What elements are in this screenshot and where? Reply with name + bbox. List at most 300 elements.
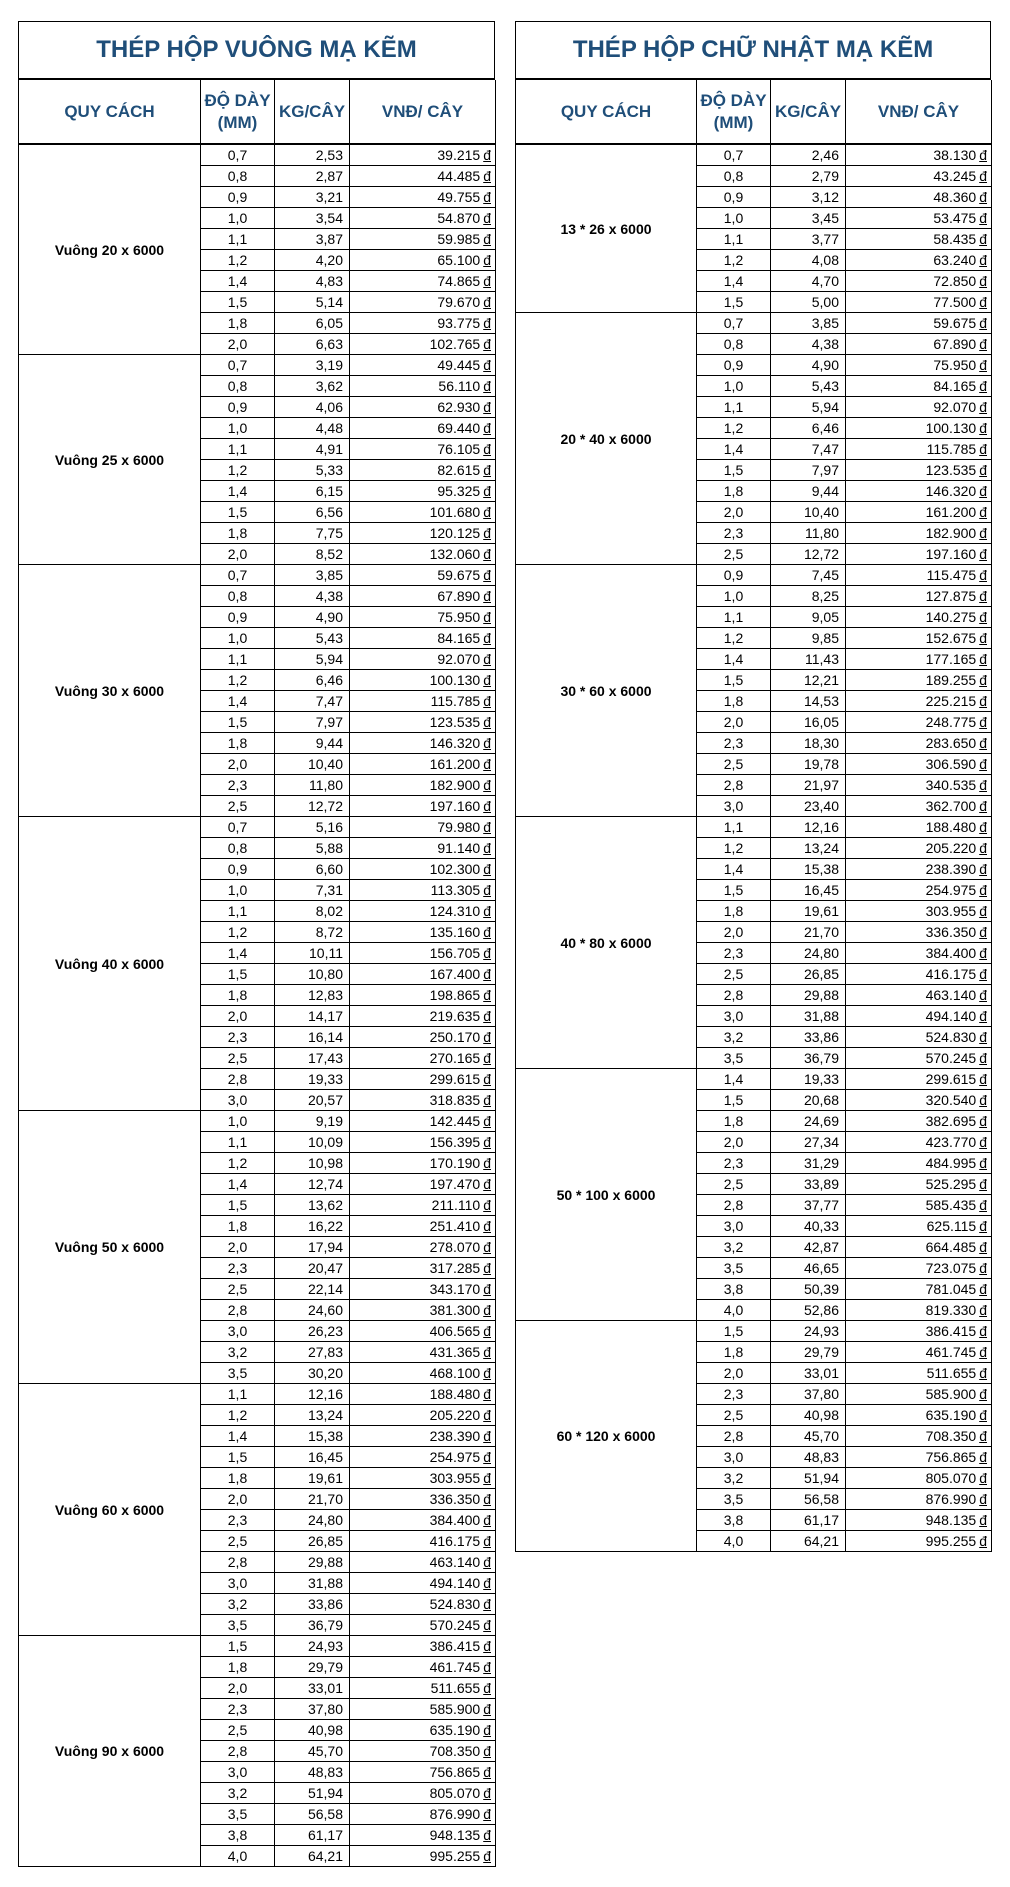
table-row — [516, 144, 992, 166]
currency-symbol: đ — [979, 210, 987, 226]
thickness-cell: 1,2 — [201, 670, 275, 691]
price-cell — [350, 144, 496, 166]
thickness-cell: 1,1 — [201, 901, 275, 922]
currency-symbol: đ — [483, 1764, 491, 1780]
price-value: 948.135 — [925, 1512, 977, 1528]
kg-cell: 6,56 — [275, 502, 350, 523]
thickness-cell: 1,5 — [201, 502, 275, 523]
kg-cell: 2,79 — [771, 166, 846, 187]
kg-cell: 4,91 — [275, 439, 350, 460]
price-cell — [846, 1279, 992, 1300]
price-value: 76.105 — [437, 441, 481, 457]
price-value: 225.215 — [925, 693, 977, 709]
price-cell — [350, 859, 496, 880]
currency-symbol: đ — [483, 609, 491, 625]
price-value: 494.140 — [429, 1575, 481, 1591]
price-value: 161.200 — [925, 504, 977, 520]
price-value: 461.745 — [429, 1659, 481, 1675]
price-value: 62.930 — [437, 399, 481, 415]
currency-symbol: đ — [979, 1491, 987, 1507]
price-value: 219.635 — [429, 1008, 481, 1024]
price-cell — [846, 586, 992, 607]
currency-symbol: đ — [979, 168, 987, 184]
price-value: 384.400 — [925, 945, 977, 961]
price-cell — [350, 1762, 496, 1783]
kg-cell: 7,97 — [771, 460, 846, 481]
price-value: 585.900 — [429, 1701, 481, 1717]
price-value: 156.705 — [429, 945, 481, 961]
kg-cell: 9,19 — [275, 1111, 350, 1132]
currency-symbol: đ — [979, 588, 987, 604]
currency-symbol: đ — [979, 1113, 987, 1129]
kg-cell: 26,85 — [771, 964, 846, 985]
kg-cell: 29,88 — [275, 1552, 350, 1573]
thickness-cell: 1,0 — [201, 208, 275, 229]
kg-cell: 46,65 — [771, 1258, 846, 1279]
table-row — [516, 1321, 992, 1342]
kg-cell: 64,21 — [275, 1846, 350, 1867]
price-value: 39.215 — [437, 147, 481, 163]
thickness-cell: 2,5 — [697, 544, 771, 565]
currency-symbol: đ — [483, 1470, 491, 1486]
kg-cell: 4,48 — [275, 418, 350, 439]
table-row — [19, 565, 496, 586]
price-cell — [846, 1468, 992, 1489]
currency-symbol: đ — [979, 882, 987, 898]
price-cell — [846, 292, 992, 313]
currency-symbol: đ — [483, 399, 491, 415]
price-cell — [350, 355, 496, 376]
price-value: 423.770 — [925, 1134, 977, 1150]
price-cell — [846, 733, 992, 754]
price-cell — [350, 334, 496, 355]
price-cell — [350, 229, 496, 250]
price-cell — [846, 502, 992, 523]
price-value: 251.410 — [429, 1218, 481, 1234]
currency-symbol: đ — [483, 378, 491, 394]
price-cell — [846, 397, 992, 418]
currency-symbol: đ — [483, 420, 491, 436]
price-value: 77.500 — [933, 294, 977, 310]
kg-cell: 13,24 — [275, 1405, 350, 1426]
currency-symbol: đ — [483, 1113, 491, 1129]
header-kg-per-bar: KG/CÂY — [275, 80, 350, 144]
rectangular-table-title: THÉP HỘP CHỮ NHẬT MẠ KẼM — [515, 21, 991, 80]
currency-symbol: đ — [979, 441, 987, 457]
thickness-cell: 1,4 — [697, 1069, 771, 1090]
kg-cell: 37,77 — [771, 1195, 846, 1216]
kg-cell: 18,30 — [771, 733, 846, 754]
price-value: 303.955 — [429, 1470, 481, 1486]
price-cell — [846, 208, 992, 229]
kg-cell: 20,57 — [275, 1090, 350, 1111]
thickness-cell: 3,0 — [697, 1216, 771, 1237]
price-cell — [846, 817, 992, 838]
kg-cell: 5,00 — [771, 292, 846, 313]
price-value: 38.130 — [933, 147, 977, 163]
thickness-cell: 2,3 — [201, 1699, 275, 1720]
price-value: 135.160 — [429, 924, 481, 940]
thickness-cell: 1,0 — [697, 208, 771, 229]
thickness-cell: 2,8 — [697, 1426, 771, 1447]
kg-cell: 21,70 — [771, 922, 846, 943]
kg-cell: 7,45 — [771, 565, 846, 586]
price-cell — [350, 1510, 496, 1531]
currency-symbol: đ — [979, 483, 987, 499]
price-cell — [846, 859, 992, 880]
kg-cell: 30,20 — [275, 1363, 350, 1384]
currency-symbol: đ — [483, 336, 491, 352]
thickness-cell: 1,1 — [201, 1132, 275, 1153]
thickness-cell: 2,3 — [201, 1510, 275, 1531]
thickness-cell: 2,5 — [697, 754, 771, 775]
thickness-cell: 1,0 — [697, 586, 771, 607]
currency-symbol: đ — [483, 1680, 491, 1696]
currency-symbol: đ — [483, 924, 491, 940]
thickness-cell: 1,0 — [201, 628, 275, 649]
currency-symbol: đ — [483, 903, 491, 919]
price-value: 156.395 — [429, 1134, 481, 1150]
price-cell — [350, 628, 496, 649]
price-value: 197.470 — [429, 1176, 481, 1192]
thickness-cell: 1,0 — [201, 418, 275, 439]
currency-symbol: đ — [483, 1302, 491, 1318]
price-value: 876.990 — [925, 1491, 977, 1507]
kg-cell: 4,06 — [275, 397, 350, 418]
thickness-cell: 1,4 — [201, 691, 275, 712]
price-cell — [350, 187, 496, 208]
currency-symbol: đ — [483, 672, 491, 688]
kg-cell: 3,85 — [771, 313, 846, 334]
thickness-cell: 2,3 — [201, 1027, 275, 1048]
price-cell — [350, 1594, 496, 1615]
price-value: 805.070 — [429, 1785, 481, 1801]
kg-cell: 19,78 — [771, 754, 846, 775]
price-cell — [350, 880, 496, 901]
thickness-cell: 2,3 — [697, 943, 771, 964]
price-cell — [846, 1321, 992, 1342]
price-value: 56.110 — [438, 378, 481, 394]
price-cell — [350, 691, 496, 712]
kg-cell: 10,09 — [275, 1132, 350, 1153]
kg-cell: 26,23 — [275, 1321, 350, 1342]
price-cell — [846, 439, 992, 460]
price-cell — [350, 481, 496, 502]
price-cell — [846, 607, 992, 628]
price-cell — [350, 418, 496, 439]
currency-symbol: đ — [483, 840, 491, 856]
thickness-cell: 4,0 — [697, 1531, 771, 1552]
thickness-cell: 1,8 — [201, 1657, 275, 1678]
price-value: 43.245 — [933, 168, 977, 184]
price-cell — [350, 754, 496, 775]
currency-symbol: đ — [979, 567, 987, 583]
currency-symbol: đ — [979, 1218, 987, 1234]
currency-symbol: đ — [979, 294, 987, 310]
price-cell — [350, 1783, 496, 1804]
thickness-cell: 1,8 — [201, 313, 275, 334]
table-row — [19, 144, 496, 166]
table-row — [516, 565, 992, 586]
kg-cell: 36,79 — [771, 1048, 846, 1069]
currency-symbol: đ — [979, 420, 987, 436]
kg-cell: 37,80 — [275, 1699, 350, 1720]
currency-symbol: đ — [483, 252, 491, 268]
price-value: 91.140 — [437, 840, 481, 856]
kg-cell: 19,61 — [275, 1468, 350, 1489]
kg-cell: 31,29 — [771, 1153, 846, 1174]
kg-cell: 12,72 — [771, 544, 846, 565]
header-thickness: ĐỘ DÀY (MM) — [697, 80, 771, 144]
kg-cell: 42,87 — [771, 1237, 846, 1258]
price-cell — [846, 1258, 992, 1279]
price-cell — [846, 418, 992, 439]
price-cell — [350, 1615, 496, 1636]
kg-cell: 29,79 — [771, 1342, 846, 1363]
price-value: 142.445 — [429, 1113, 481, 1129]
square-table-body — [19, 144, 496, 1867]
thickness-cell: 3,2 — [697, 1468, 771, 1489]
kg-cell: 6,63 — [275, 334, 350, 355]
currency-symbol: đ — [483, 588, 491, 604]
price-value: 336.350 — [429, 1491, 481, 1507]
kg-cell: 12,74 — [275, 1174, 350, 1195]
currency-symbol: đ — [979, 1029, 987, 1045]
kg-cell: 8,52 — [275, 544, 350, 565]
thickness-cell: 3,0 — [201, 1762, 275, 1783]
currency-symbol: đ — [483, 525, 491, 541]
price-value: 120.125 — [429, 525, 481, 541]
thickness-cell: 1,2 — [201, 922, 275, 943]
thickness-cell: 0,9 — [201, 397, 275, 418]
kg-cell: 5,14 — [275, 292, 350, 313]
thickness-cell: 3,5 — [201, 1615, 275, 1636]
price-value: 95.325 — [437, 483, 481, 499]
currency-symbol: đ — [979, 1197, 987, 1213]
kg-cell: 37,80 — [771, 1384, 846, 1405]
price-cell — [350, 1132, 496, 1153]
thickness-cell: 0,9 — [697, 187, 771, 208]
price-value: 44.485 — [437, 168, 481, 184]
kg-cell: 56,58 — [275, 1804, 350, 1825]
thickness-cell: 2,3 — [201, 775, 275, 796]
price-cell — [350, 1489, 496, 1510]
kg-cell: 64,21 — [771, 1531, 846, 1552]
currency-symbol: đ — [979, 336, 987, 352]
currency-symbol: đ — [483, 1743, 491, 1759]
price-value: 102.765 — [429, 336, 481, 352]
price-value: 170.190 — [429, 1155, 481, 1171]
price-value: 75.950 — [933, 357, 977, 373]
kg-cell: 17,94 — [275, 1237, 350, 1258]
price-cell — [350, 1111, 496, 1132]
thickness-cell: 2,5 — [697, 1405, 771, 1426]
currency-symbol: đ — [483, 1806, 491, 1822]
price-cell — [846, 901, 992, 922]
currency-symbol: đ — [483, 1155, 491, 1171]
thickness-cell: 3,2 — [697, 1027, 771, 1048]
price-cell — [350, 1447, 496, 1468]
thickness-cell: 1,2 — [201, 250, 275, 271]
thickness-cell: 1,1 — [201, 649, 275, 670]
spec-cell: 50 * 100 x 6000 — [516, 1069, 697, 1321]
thickness-cell: 3,2 — [201, 1594, 275, 1615]
price-cell — [350, 313, 496, 334]
price-value: 524.830 — [925, 1029, 977, 1045]
thickness-cell: 3,0 — [697, 1006, 771, 1027]
kg-cell: 10,40 — [771, 502, 846, 523]
price-cell — [350, 460, 496, 481]
thickness-cell: 2,3 — [697, 523, 771, 544]
kg-cell: 7,47 — [275, 691, 350, 712]
price-cell — [846, 1216, 992, 1237]
kg-cell: 40,33 — [771, 1216, 846, 1237]
currency-symbol: đ — [483, 1491, 491, 1507]
kg-cell: 5,33 — [275, 460, 350, 481]
kg-cell: 3,85 — [275, 565, 350, 586]
price-cell — [846, 1405, 992, 1426]
kg-cell: 9,05 — [771, 607, 846, 628]
price-value: 115.785 — [430, 693, 481, 709]
kg-cell: 3,19 — [275, 355, 350, 376]
currency-symbol: đ — [483, 966, 491, 982]
price-cell — [846, 565, 992, 586]
square-steel-price-table — [18, 21, 495, 1867]
thickness-cell: 1,1 — [697, 607, 771, 628]
spec-cell: 20 * 40 x 6000 — [516, 313, 697, 565]
kg-cell: 4,38 — [275, 586, 350, 607]
price-cell — [350, 1090, 496, 1111]
price-cell — [350, 565, 496, 586]
price-value: 198.865 — [429, 987, 481, 1003]
price-cell — [350, 1552, 496, 1573]
thickness-cell: 3,5 — [201, 1804, 275, 1825]
kg-cell: 27,34 — [771, 1132, 846, 1153]
kg-cell: 61,17 — [771, 1510, 846, 1531]
price-cell — [846, 796, 992, 817]
price-cell — [350, 607, 496, 628]
price-cell — [350, 1216, 496, 1237]
price-cell — [350, 1720, 496, 1741]
currency-symbol: đ — [483, 630, 491, 646]
price-value: 58.435 — [933, 231, 977, 247]
price-value: 92.070 — [437, 651, 481, 667]
price-value: 123.535 — [925, 462, 977, 478]
price-value: 299.615 — [429, 1071, 481, 1087]
thickness-cell: 1,5 — [697, 880, 771, 901]
price-cell — [350, 1237, 496, 1258]
currency-symbol: đ — [483, 441, 491, 457]
thickness-cell: 2,5 — [201, 1720, 275, 1741]
currency-symbol: đ — [483, 189, 491, 205]
currency-symbol: đ — [979, 819, 987, 835]
price-cell — [846, 1132, 992, 1153]
kg-cell: 6,46 — [275, 670, 350, 691]
currency-symbol: đ — [483, 1722, 491, 1738]
spec-cell: 40 * 80 x 6000 — [516, 817, 697, 1069]
price-cell — [350, 1531, 496, 1552]
price-cell — [350, 901, 496, 922]
spec-cell: 13 * 26 x 6000 — [516, 144, 697, 313]
currency-symbol: đ — [483, 1512, 491, 1528]
price-value: 75.950 — [437, 609, 481, 625]
currency-symbol: đ — [979, 546, 987, 562]
price-value: 511.655 — [926, 1365, 977, 1381]
price-value: 177.165 — [925, 651, 977, 667]
currency-symbol: đ — [979, 1344, 987, 1360]
currency-symbol: đ — [483, 1008, 491, 1024]
kg-cell: 19,61 — [771, 901, 846, 922]
thickness-cell: 0,8 — [201, 838, 275, 859]
price-value: 468.100 — [429, 1365, 481, 1381]
currency-symbol: đ — [979, 1470, 987, 1486]
price-cell — [350, 1426, 496, 1447]
currency-symbol: đ — [979, 1008, 987, 1024]
price-cell — [846, 1195, 992, 1216]
thickness-cell: 1,4 — [697, 859, 771, 880]
price-value: 343.170 — [429, 1281, 481, 1297]
price-cell — [350, 1846, 496, 1867]
thickness-cell: 1,4 — [697, 439, 771, 460]
price-value: 318.835 — [429, 1092, 481, 1108]
kg-cell: 15,38 — [771, 859, 846, 880]
thickness-cell: 1,5 — [697, 460, 771, 481]
thickness-cell: 3,5 — [697, 1489, 771, 1510]
kg-cell: 5,43 — [275, 628, 350, 649]
price-cell — [846, 271, 992, 292]
price-value: 525.295 — [925, 1176, 977, 1192]
price-cell — [350, 439, 496, 460]
price-value: 182.900 — [429, 777, 481, 793]
price-cell — [350, 817, 496, 838]
thickness-cell: 3,2 — [201, 1342, 275, 1363]
currency-symbol: đ — [979, 630, 987, 646]
price-cell — [350, 1279, 496, 1300]
thickness-cell: 0,8 — [201, 376, 275, 397]
price-cell — [846, 754, 992, 775]
thickness-cell: 2,0 — [201, 334, 275, 355]
currency-symbol: đ — [483, 819, 491, 835]
thickness-cell: 2,5 — [201, 796, 275, 817]
spec-cell: Vuông 30 x 6000 — [19, 565, 201, 817]
currency-symbol: đ — [979, 651, 987, 667]
kg-cell: 26,85 — [275, 1531, 350, 1552]
price-cell — [846, 1027, 992, 1048]
price-value: 384.400 — [429, 1512, 481, 1528]
currency-symbol: đ — [483, 861, 491, 877]
price-value: 416.175 — [429, 1533, 481, 1549]
kg-cell: 31,88 — [275, 1573, 350, 1594]
currency-symbol: đ — [483, 1134, 491, 1150]
kg-cell: 45,70 — [771, 1426, 846, 1447]
currency-symbol: đ — [979, 714, 987, 730]
currency-symbol: đ — [483, 1071, 491, 1087]
price-cell — [846, 544, 992, 565]
price-value: 189.255 — [925, 672, 977, 688]
table-row — [19, 1636, 496, 1657]
thickness-cell: 0,8 — [201, 586, 275, 607]
kg-cell: 51,94 — [275, 1783, 350, 1804]
price-value: 69.440 — [437, 420, 481, 436]
price-value: 211.110 — [431, 1197, 481, 1213]
thickness-cell: 0,8 — [697, 334, 771, 355]
kg-cell: 7,97 — [275, 712, 350, 733]
price-cell — [350, 1825, 496, 1846]
kg-cell: 6,05 — [275, 313, 350, 334]
thickness-cell: 0,7 — [697, 313, 771, 334]
header-spec: QUY CÁCH — [516, 80, 697, 144]
price-value: 336.350 — [925, 924, 977, 940]
